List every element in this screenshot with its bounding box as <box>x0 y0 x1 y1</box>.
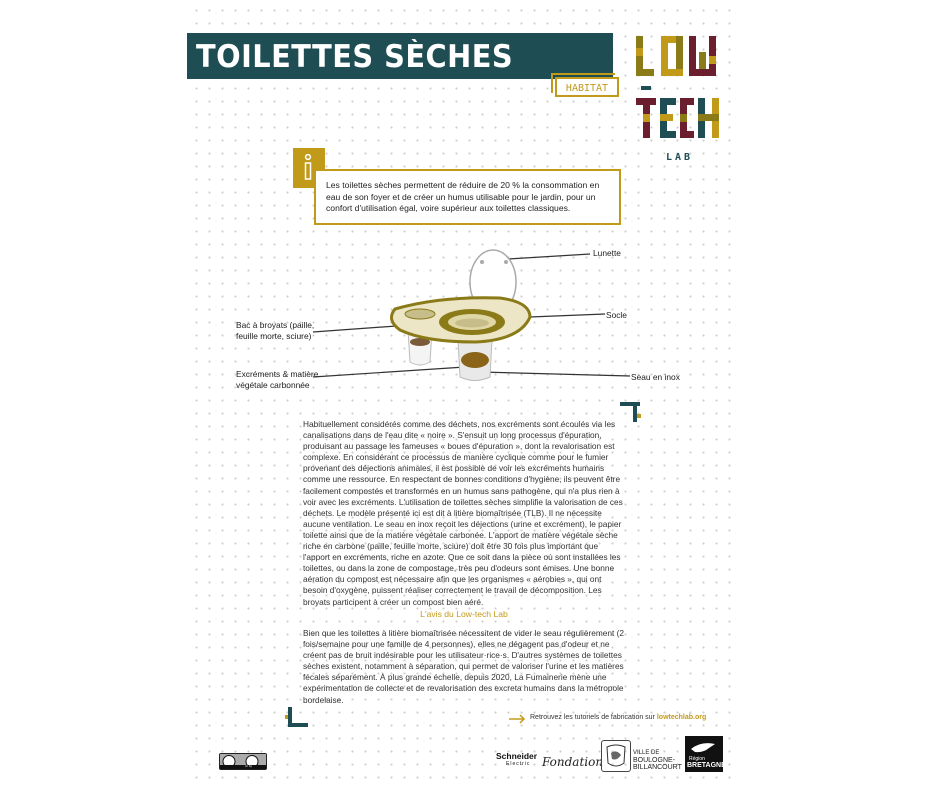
label-excrements: Excréments & matière végétale carbonnée <box>236 369 319 390</box>
corner-mark-bottom-left <box>285 707 309 729</box>
page-title: TOILETTES SÈCHES <box>196 39 514 75</box>
boulogne-logo-text: VILLE DE BOULOGNE- BILLANCOURT <box>633 750 682 771</box>
schneider-logo: Schneider Electric <box>496 751 538 767</box>
label-socle: Socle <box>606 310 627 320</box>
label-bac: Bac à broyats (paille, feuille morte, sciure) <box>236 320 315 341</box>
avis-paragraph: Bien que les toilettes à litière biomaîtrisée nécessitent de vider le seau régulièrement (2 fois/semaine pour une famille de 4 personnes), elles ne dégagent pas d'odeur et ne créent pas de bruit indésirable pour les utilisateur·rice·s. D'autres systèmes de toilettes sèches existent, notamment à séparation, qui permet de valoriser l'urine et les matières fécales séparément. À plus grande échelle, depuis 2020, La Fumainerie mène une expérimentation de collecte et de revalorisation des excreta humains dans la métropole bordelaise. <box>303 628 624 705</box>
arrow-right-icon <box>509 714 527 724</box>
boulogne-emblem-icon <box>601 740 631 772</box>
category-badge: HABITAT <box>555 77 619 97</box>
cc-icon <box>219 753 267 770</box>
intro-box: Les toilettes sèches permettent de réduire de 20 % la consommation en eau de son foyer et de créer un humus utilisable pour le jardin, pour un confort d'utilisation égal, voire supérieur aux toilettes classiques. <box>314 169 621 225</box>
label-lunette: Lunette <box>593 248 621 258</box>
logo-lab-text: LAB <box>666 152 694 163</box>
tutorial-text: Retrouvez les tutoriels de fabrication sur <box>530 714 657 721</box>
body-paragraph: Habituellement considérés comme des déchets, nos excréments sont écoulés via les canalisations dans de l'eau dite « noire ». S'ensuit un long processus d'épuration, produisant au passage les fameuses « boues d'épuration », dont la revalorisation est complexe. En considérant ce processus de manière cyclique comme pour le fumier provenant des déjections animales, il est possible de voir les excréments humains comme une ressource. En respectant de bonnes conditions d'hygiène, ils peuvent être facilement compostés et transformés en un humus sans pathogène, qui n'a plus rien à voir avec les excréments. L'utilisation de toilettes sèches simplifie la valorisation de ces déchets. Le modèle présenté ici est dit à litière biomaîtrisée (TLB). Il ne nécessite aucune ventilation. Le seau en inox reçoit les déjections (urine et excrément), le papier toilette ainsi que de la matière végétale carbonée. L'apport de matière végétale sèche riche en carbone (paille, feuille morte, sciure) doit être 30 fois plus important que l'apport en excréments, riche en azote. Que ce soit dans la pièce où sont installées les toilettes, ou dans la zone de compostage, très peu d'odeurs sont émises. Une bonne aération du compost est nécessaire afin que les organismes « aérobies », qui ont besoin d'oxygène, puissent réaliser correctement le travail de décomposition. Les broyats participent à créer un compost bien aéré. <box>303 419 623 607</box>
avis-heading: L'avis du Low-tech Lab <box>420 609 508 619</box>
label-seau: Seau en inox <box>631 372 680 382</box>
creative-commons-badge <box>219 753 267 770</box>
tutorial-note <box>530 714 706 721</box>
low-tech-lab-logo <box>633 34 723 169</box>
cc-text: cc by <box>245 764 253 768</box>
region-bretagne-logo: Région BRETAGNE <box>685 736 723 772</box>
fondation-text: Fondation <box>542 755 604 769</box>
tutorial-link[interactable]: lowtechlab.org <box>656 714 707 721</box>
